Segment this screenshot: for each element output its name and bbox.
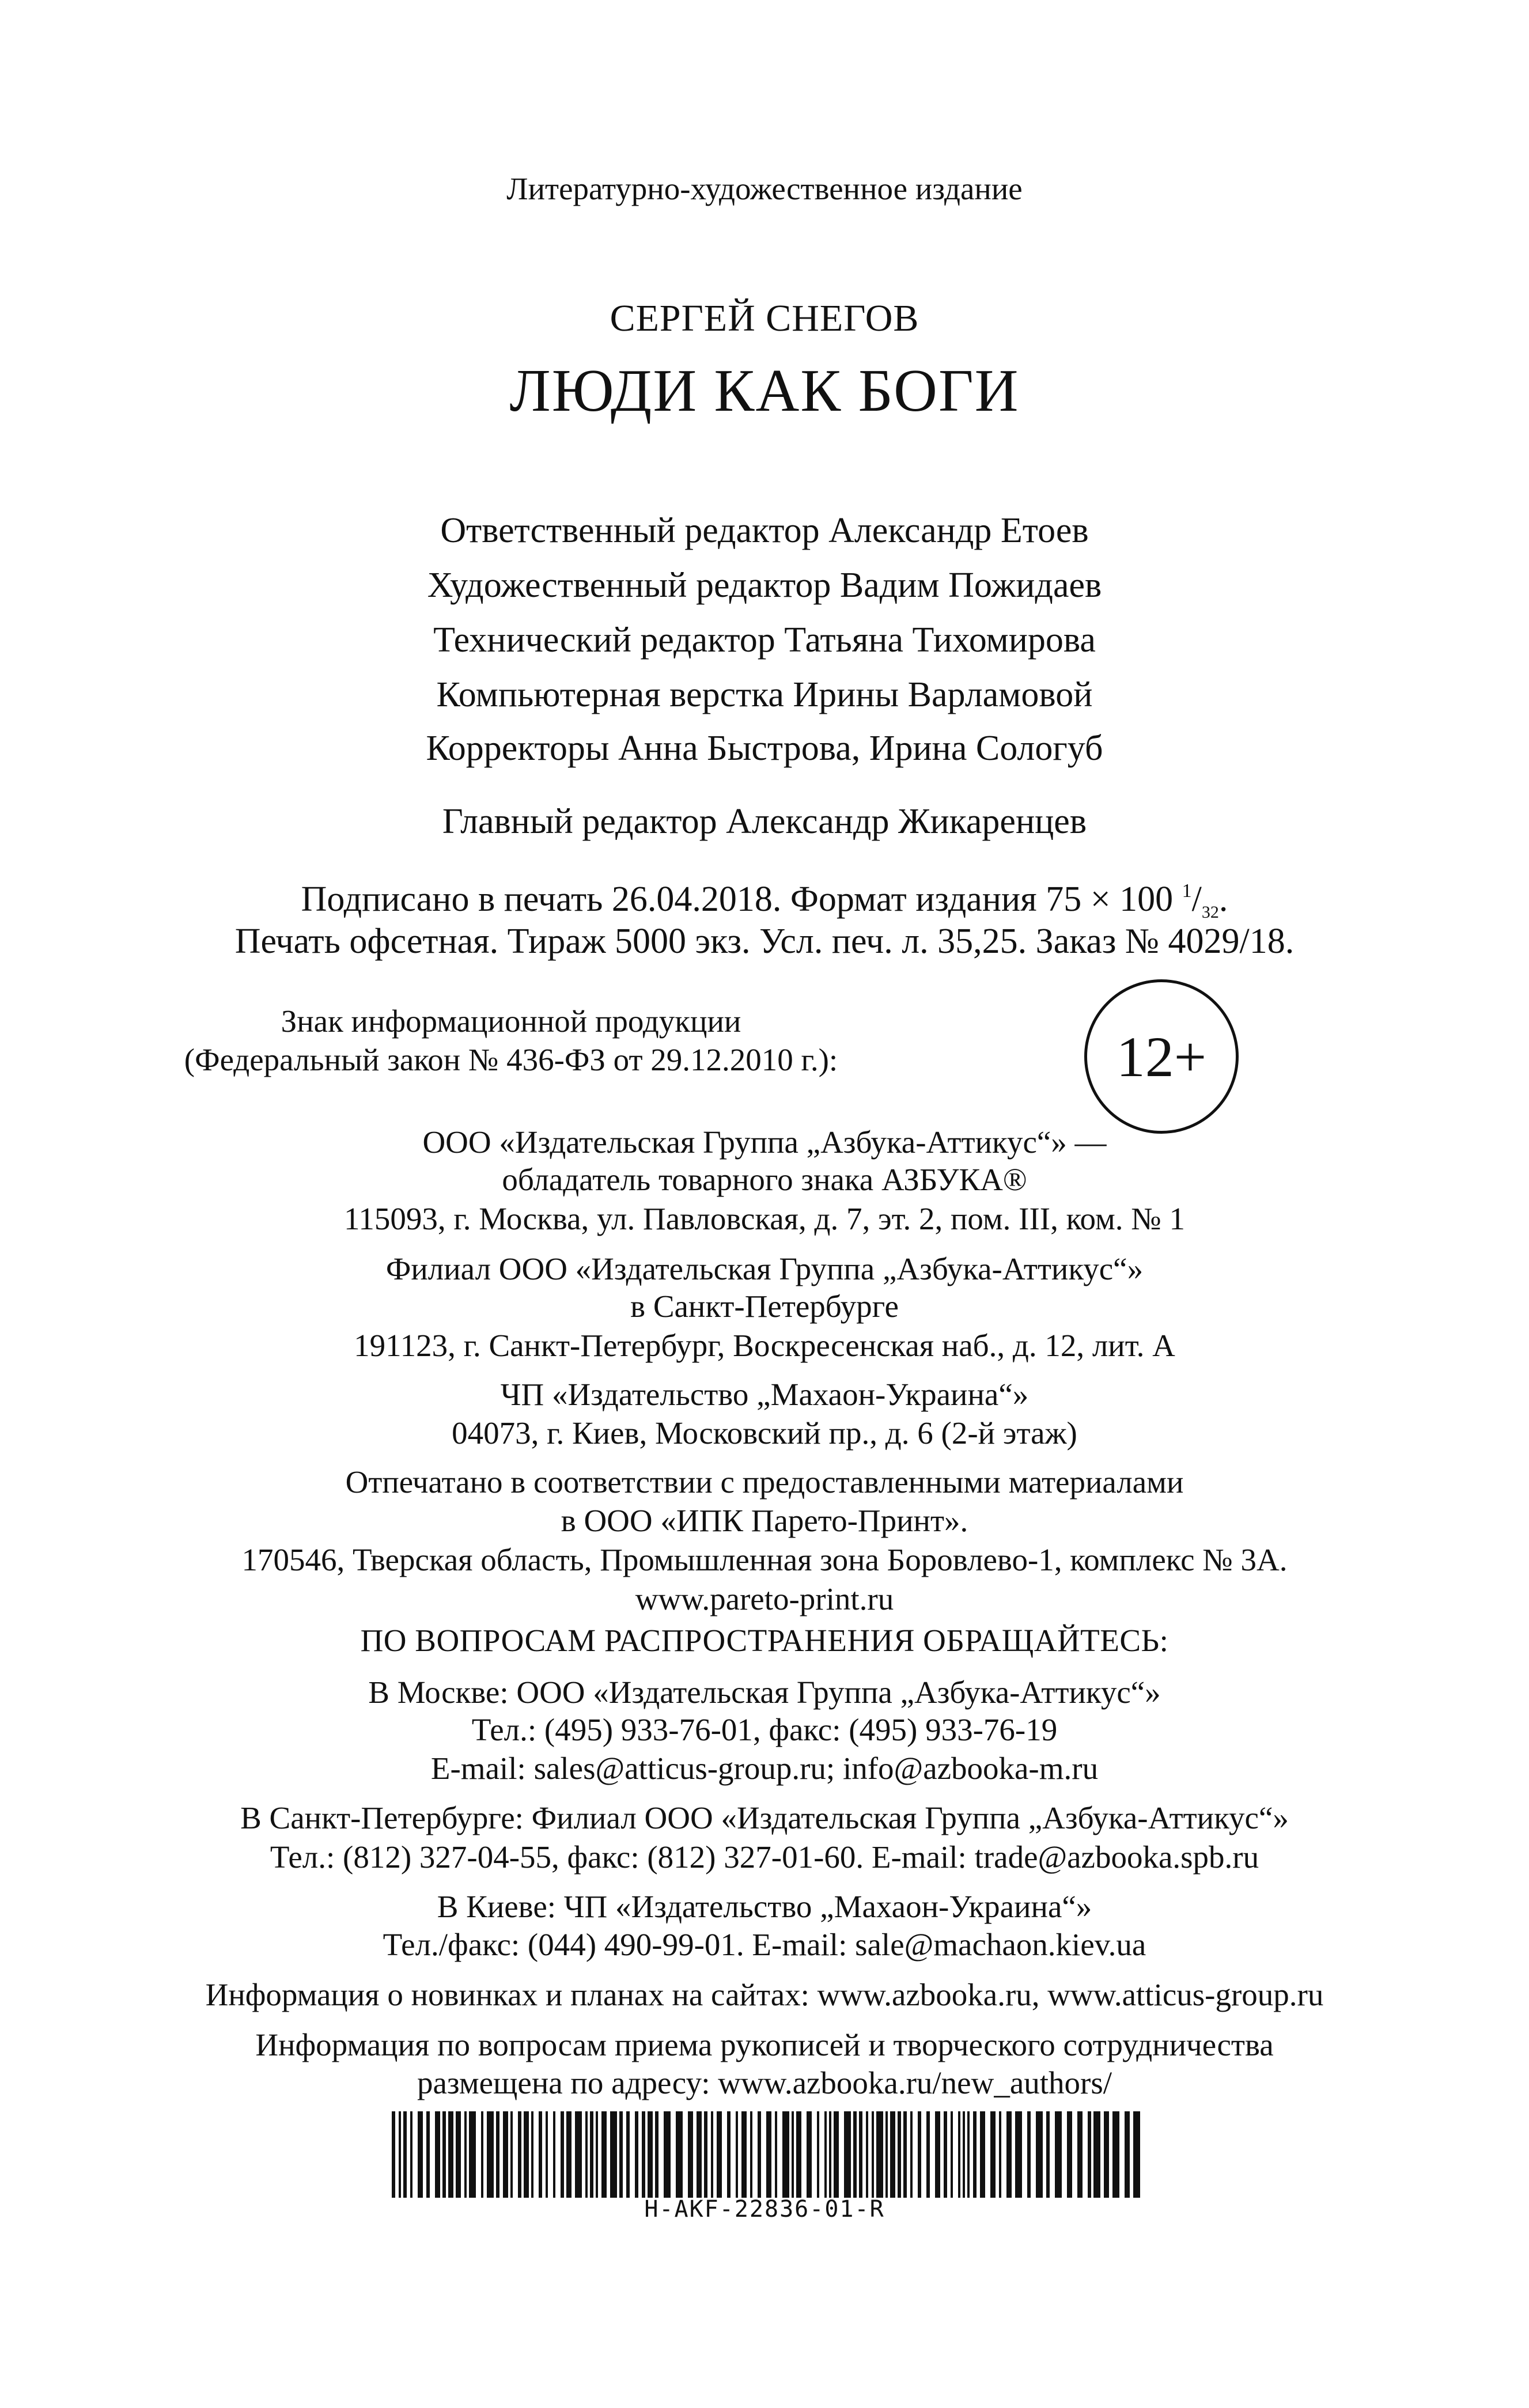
distribution-spb-2: Тел.: (812) 327-04-55, факс: (812) 327-01-60. E-mail: trade@azbooka.spb.ru (270, 1839, 1259, 1875)
publisher-line7: ЧП «Издательство „Махаон-Украина“» (500, 1377, 1029, 1412)
barcode-bar (688, 2111, 693, 2198)
barcode-bar (1055, 2111, 1062, 2198)
info-manuscripts-1: Информация по вопросам приема рукописей и творческого сотрудничества (255, 2027, 1274, 2062)
barcode-bar (1088, 2111, 1091, 2198)
barcode-bar (834, 2111, 839, 2198)
barcode-bar (392, 2111, 395, 2198)
barcode-bar (590, 2111, 593, 2198)
barcode-bar (750, 2111, 752, 2198)
credit-chief-editor: Главный редактор Александр Жикаренцев (442, 802, 1087, 841)
barcode-bar (464, 2111, 467, 2198)
barcode-bar (853, 2111, 857, 2198)
barcode-bar (951, 2111, 953, 2198)
barcode-bar (958, 2111, 960, 2198)
printer-line1: Отпечатано в соответствии с предоставленными материалами (345, 1464, 1184, 1500)
barcode-bar (741, 2111, 747, 2198)
barcode-bar (487, 2111, 494, 2198)
barcode-bar (1133, 2111, 1140, 2198)
barcode-bar (872, 2111, 874, 2198)
publisher-line3: 115093, г. Москва, ул. Павловская, д. 7, эт. 2, пом. III, ком. № 1 (343, 1201, 1186, 1236)
barcode-bar (910, 2111, 913, 2198)
publisher-line5: в Санкт-Петербурге (630, 1289, 899, 1324)
barcode-bar (944, 2111, 947, 2198)
barcode-bar (546, 2111, 548, 2198)
format-denominator: 32 (1201, 903, 1219, 922)
barcode-bar (503, 2111, 508, 2198)
edition-type: Литературно-художественное издание (506, 171, 1023, 206)
credit-tech-editor: Технический редактор Татьяна Тихомирова (433, 620, 1096, 660)
barcode-bar (758, 2111, 761, 2198)
barcode-bar (890, 2111, 895, 2198)
print-info-line2: Печать офсетная. Тираж 5000 экз. Усл. печ. л. 35,25. Заказ № 4029/18. (234, 922, 1295, 961)
barcode-bar (967, 2111, 970, 2198)
distribution-moscow-1: В Москве: ООО «Издательская Группа „Азбука-Аттикус“» (368, 1675, 1161, 1710)
barcode-bar (876, 2111, 883, 2198)
barcode-bar (704, 2111, 707, 2198)
barcode-bar (1046, 2111, 1050, 2198)
author-name: СЕРГЕЙ СНЕГОВ (610, 297, 919, 339)
barcode-bar (1067, 2111, 1072, 2198)
barcode-bar (601, 2111, 607, 2198)
barcode-bar (403, 2111, 407, 2198)
barcode-bar (435, 2111, 440, 2198)
barcode-bar (844, 2111, 851, 2198)
barcode-bar (1015, 2111, 1022, 2198)
barcode-bar (1112, 2111, 1119, 2198)
barcode-bar (807, 2111, 812, 2198)
age-rating-badge: 12+ (1084, 979, 1239, 1134)
distribution-moscow-3: E-mail: sales@atticus-group.ru; info@azbooka-m.ru (430, 1751, 1099, 1786)
barcode-bar (676, 2111, 683, 2198)
publisher-line4: Филиал ООО «Издательская Группа „Азбука-Аттикус“» (385, 1251, 1144, 1286)
barcode-bar (1125, 2111, 1130, 2198)
barcode-bar (775, 2111, 777, 2198)
distribution-kiev-2: Тел./факс: (044) 490-99-01. E-mail: sale@machaon.kiev.ua (383, 1927, 1146, 1962)
barcode-bar (410, 2111, 412, 2198)
publisher-line2: обладатель товарного знака АЗБУКА® (502, 1162, 1027, 1197)
barcode-bar (1027, 2111, 1031, 2198)
barcode-bar (553, 2111, 555, 2198)
barcode-bar (796, 2111, 801, 2198)
barcode-bar (426, 2111, 430, 2198)
printer-line3: 170546, Тверская область, Промышленная зона Боровлево-1, комплекс № 3А. (241, 1542, 1288, 1577)
barcode-bar (866, 2111, 868, 2198)
info-sites: Информация о новинках и планах на сайтах: www.azbooka.ru, www.atticus-group.ru (205, 1977, 1324, 2012)
barcode-bar (539, 2111, 542, 2198)
publisher-line1: ООО «Издательская Группа „Азбука-Аттикус“» — (422, 1125, 1107, 1160)
barcode-bar (1093, 2111, 1100, 2198)
publisher-line6: 191123, г. Санкт-Петербург, Воскресенская наб., д. 12, лит. А (354, 1328, 1175, 1363)
barcode-bar (585, 2111, 588, 2198)
distribution-spb-1: В Санкт-Петербурге: Филиал ООО «Издательская Группа „Азбука-Аттикус“» (240, 1800, 1289, 1835)
barcode-bar (566, 2111, 572, 2198)
format-numerator: 1 (1182, 880, 1192, 902)
barcode (392, 2111, 1141, 2198)
barcode-bar (926, 2111, 930, 2198)
barcode-bar (903, 2111, 907, 2198)
barcode-bar (885, 2111, 888, 2198)
barcode-bar (655, 2111, 658, 2198)
barcode-bar (973, 2111, 977, 2198)
barcode-bar (596, 2111, 598, 2198)
distribution-kiev-1: В Киеве: ЧП «Издательство „Махаон-Украина“» (437, 1889, 1092, 1924)
barcode-bar (496, 2111, 499, 2198)
age-mark-line1: Знак информационной продукции (281, 1004, 741, 1039)
barcode-bar (1104, 2111, 1109, 2198)
credit-art-editor: Художественный редактор Вадим Пожидаев (427, 566, 1102, 605)
barcode-bar (792, 2111, 794, 2198)
barcode-bar (935, 2111, 940, 2198)
barcode-bar (717, 2111, 722, 2198)
credit-responsible-editor: Ответственный редактор Александр Етоев (440, 511, 1089, 550)
barcode-bar (980, 2111, 985, 2198)
barcode-bar (727, 2111, 731, 2198)
barcode-bar (817, 2111, 819, 2198)
print-line1-text: Подписано в печать 26.04.2018. Формат издания 75 × 100 (301, 880, 1174, 919)
publisher-line8: 04073, г. Киев, Московский пр., д. 6 (2-й этаж) (452, 1415, 1077, 1451)
barcode-bar (829, 2111, 831, 2198)
print-line1-end: . (1218, 880, 1228, 919)
barcode-bar (918, 2111, 921, 2198)
barcode-bar (990, 2111, 996, 2198)
barcode-bar (664, 2111, 671, 2198)
barcode-bar (448, 2111, 453, 2198)
barcode-bar (1036, 2111, 1043, 2198)
distribution-heading: ПО ВОПРОСАМ РАСПРОСТРАНЕНИЯ ОБРАЩАЙТЕСЬ: (360, 1623, 1169, 1658)
barcode-bar (399, 2111, 401, 2198)
printer-line2: в ООО «ИПК Парето-Принт». (561, 1503, 968, 1538)
barcode-bar (575, 2111, 582, 2198)
barcode-bar (711, 2111, 713, 2198)
barcode-bar (782, 2111, 789, 2198)
barcode-bar (524, 2111, 529, 2198)
barcode-bar (481, 2111, 483, 2198)
book-title: ЛЮДИ КАК БОГИ (509, 357, 1020, 424)
printer-website: www.pareto-print.ru (635, 1581, 894, 1616)
barcode-bar (635, 2111, 638, 2198)
barcode-text: H-AKF-22836-01-R (644, 2196, 885, 2223)
barcode-bar (648, 2111, 653, 2198)
barcode-bar (1006, 2111, 1012, 2198)
barcode-bar (626, 2111, 630, 2198)
barcode-bars (392, 2111, 1141, 2198)
barcode-bar (736, 2111, 738, 2198)
distribution-moscow-2: Тел.: (495) 933-76-01, факс: (495) 933-76-19 (471, 1712, 1058, 1747)
barcode-bar (697, 2111, 702, 2198)
barcode-bar (963, 2111, 965, 2198)
info-manuscripts-2: размещена по адресу: www.azbooka.ru/new_authors/ (417, 2065, 1112, 2100)
barcode-bar (531, 2111, 533, 2198)
barcode-bar (642, 2111, 645, 2198)
barcode-bar (824, 2111, 827, 2198)
barcode-bar (1077, 2111, 1083, 2198)
barcode-bar (418, 2111, 423, 2198)
barcode-bar (456, 2111, 461, 2198)
barcode-bar (442, 2111, 446, 2198)
barcode-bar (619, 2111, 623, 2198)
barcode-bar (999, 2111, 1001, 2198)
age-mark-line2: (Федеральный закон № 436-ФЗ от 29.12.2010 г.): (184, 1042, 838, 1077)
barcode-bar (898, 2111, 901, 2198)
barcode-bar (859, 2111, 862, 2198)
barcode-bar (510, 2111, 513, 2198)
barcode-bar (766, 2111, 771, 2198)
barcode-bar (610, 2111, 617, 2198)
barcode-bar (518, 2111, 521, 2198)
credit-layout: Компьютерная верстка Ирины Варламовой (436, 675, 1093, 714)
barcode-bar (561, 2111, 564, 2198)
print-info-line1: Подписано в печать 26.04.2018. Формат издания 75 × 100 $^1/_{32}$. (301, 880, 1228, 922)
credit-proofreaders: Корректоры Анна Быстрова, Ирина Сологуб (426, 729, 1103, 768)
barcode-bar (469, 2111, 476, 2198)
